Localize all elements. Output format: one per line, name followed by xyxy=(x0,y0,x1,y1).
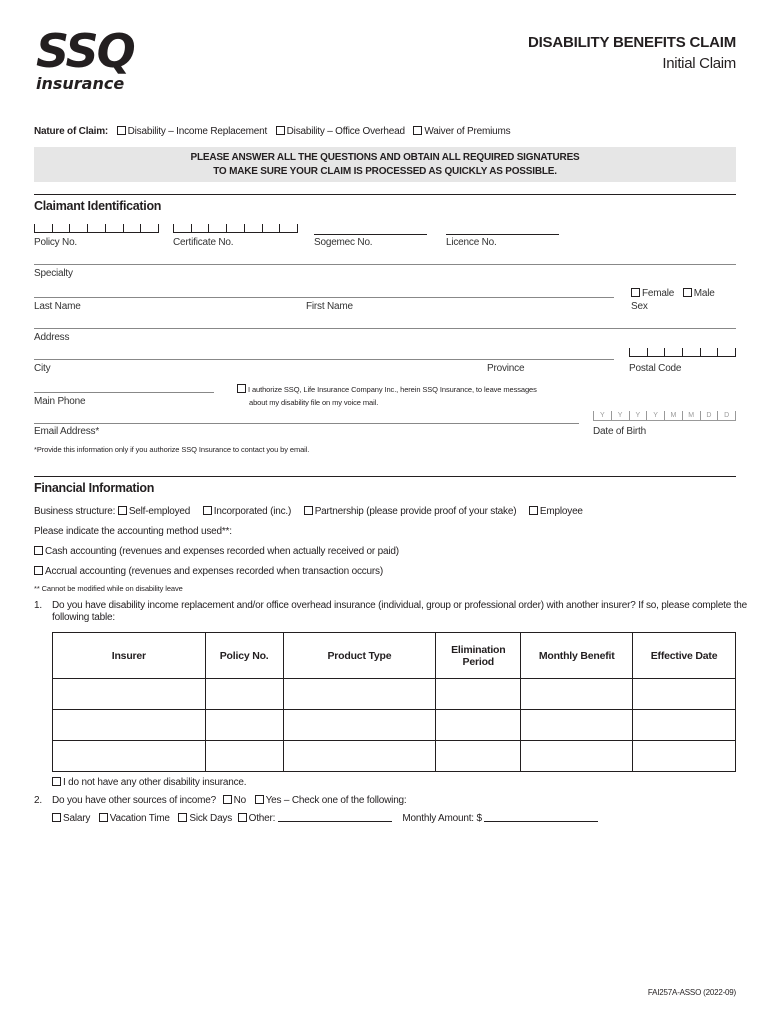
checkbox-employee[interactable] xyxy=(529,506,538,515)
cash-accounting-label: Cash accounting (revenues and expenses recorded when actually received or paid) xyxy=(45,546,399,557)
monthly-amount-label: Monthly Amount: $ xyxy=(402,813,482,824)
sogemec-no-line[interactable] xyxy=(314,234,427,235)
sex-options xyxy=(631,288,715,299)
logo-subtext: insurance xyxy=(36,74,125,93)
form-subtitle: Initial Claim xyxy=(662,55,736,72)
postal-code-label: Postal Code xyxy=(629,363,682,374)
female-label: Female xyxy=(642,288,675,299)
business-structure-row xyxy=(34,506,583,517)
last-name-label: Last Name xyxy=(34,301,81,312)
salary-label: Salary xyxy=(63,813,91,824)
q2-number: 2. xyxy=(34,795,42,806)
col-insurer: Insurer xyxy=(53,633,206,679)
other-insurance-table xyxy=(52,632,736,772)
nature-label: Nature of Claim: xyxy=(34,126,109,137)
checkbox-other[interactable] xyxy=(238,813,247,822)
specialty-line[interactable] xyxy=(34,264,736,265)
claimant-section-title: Claimant Identification xyxy=(34,199,162,213)
checkbox-female[interactable] xyxy=(631,288,640,297)
dob-d1: D xyxy=(700,411,718,420)
dob-m2: M xyxy=(682,411,700,420)
sogemec-no-label: Sogemec No. xyxy=(314,237,373,248)
option-waiver-of-premiums: Waiver of Premiums xyxy=(424,126,511,137)
main-phone-line[interactable] xyxy=(34,392,214,393)
email-label: Email Address* xyxy=(34,426,100,437)
authorize-text-1: I authorize SSQ, Life Insurance Company Inc., herein SSQ Insurance, to leave messages xyxy=(248,385,537,394)
option-employee: Employee xyxy=(539,506,583,517)
checkbox-income-replacement[interactable] xyxy=(117,126,126,135)
q2-yes-label: Yes – Check one of the following: xyxy=(265,795,407,806)
first-name-label: First Name xyxy=(306,301,353,312)
province-label: Province xyxy=(487,363,525,374)
table-row xyxy=(53,710,736,741)
form-code: FAI257A-ASSO (2022-09) xyxy=(647,988,736,997)
checkbox-office-overhead[interactable] xyxy=(276,126,285,135)
col-effective-date: Effective Date xyxy=(633,633,736,679)
option-incorporated: Incorporated (inc.) xyxy=(213,506,292,517)
main-phone-label: Main Phone xyxy=(34,396,86,407)
table-row xyxy=(53,741,736,772)
dob-y1: Y xyxy=(593,411,611,420)
vacation-time-label: Vacation Time xyxy=(109,813,170,824)
col-policy-no: Policy No. xyxy=(205,633,283,679)
postal-code-comb[interactable] xyxy=(629,348,736,357)
checkbox-cash-accounting[interactable] xyxy=(34,546,43,555)
certificate-no-label: Certificate No. xyxy=(173,237,234,248)
address-line[interactable] xyxy=(34,328,736,329)
section-divider xyxy=(34,194,736,195)
q2-no-label: No xyxy=(233,795,246,806)
sick-days-label: Sick Days xyxy=(189,813,233,824)
accrual-accounting-label: Accrual accounting (revenues and expenses recorded when transaction occurs) xyxy=(45,566,383,577)
monthly-amount-input-line[interactable] xyxy=(484,821,598,822)
email-note: *Provide this information only if you authorize SSQ Insurance to contact you by email. xyxy=(34,445,310,454)
dob-m1: M xyxy=(664,411,682,420)
col-product-type: Product Type xyxy=(283,633,436,679)
checkbox-incorporated[interactable] xyxy=(203,506,212,515)
policy-no-comb[interactable] xyxy=(34,224,159,233)
checkbox-salary[interactable] xyxy=(52,813,61,822)
city-line[interactable] xyxy=(34,359,614,360)
certificate-no-comb[interactable] xyxy=(173,224,298,233)
licence-no-line[interactable] xyxy=(446,234,559,235)
accrual-accounting-row xyxy=(34,566,383,577)
checkbox-waiver-of-premiums[interactable] xyxy=(413,126,422,135)
email-line[interactable] xyxy=(34,423,579,424)
no-other-insurance-row xyxy=(52,777,246,788)
checkbox-sick-days[interactable] xyxy=(178,813,187,822)
cannot-modify-note: ** Cannot be modified while on disability leave xyxy=(34,584,183,593)
checkbox-accrual-accounting[interactable] xyxy=(34,566,43,575)
notice-line-1: PLEASE ANSWER ALL THE QUESTIONS AND OBTAIN ALL REQUIRED SIGNATURES xyxy=(190,152,580,163)
dob-d2: D xyxy=(717,411,736,420)
table-row xyxy=(53,679,736,710)
name-line[interactable] xyxy=(34,297,614,298)
q1-text-1: Do you have disability income replacement and/or office overhead insurance (individual, group or professional order) with another insurer? If so, please complete the xyxy=(52,600,747,611)
city-label: City xyxy=(34,363,51,374)
date-of-birth-comb[interactable] xyxy=(593,411,736,421)
business-structure-label: Business structure: xyxy=(34,506,116,517)
q2-text: Do you have other sources of income? xyxy=(52,795,217,806)
option-partnership: Partnership (please provide proof of your stake) xyxy=(314,506,517,517)
income-sources-row xyxy=(52,813,598,824)
option-office-overhead: Disability – Office Overhead xyxy=(286,126,405,137)
section-divider-2 xyxy=(34,476,736,477)
logo-text: SSQ xyxy=(36,24,134,78)
nature-of-claim-row xyxy=(34,126,510,137)
other-label: Other: xyxy=(248,813,276,824)
dob-y4: Y xyxy=(646,411,664,420)
checkbox-authorize-voicemail[interactable] xyxy=(237,384,246,393)
dob-y2: Y xyxy=(611,411,629,420)
option-income-replacement: Disability – Income Replacement xyxy=(127,126,268,137)
checkbox-self-employed[interactable] xyxy=(118,506,127,515)
q1-number: 1. xyxy=(34,600,42,611)
checkbox-no-other-insurance[interactable] xyxy=(52,777,61,786)
policy-no-label: Policy No. xyxy=(34,237,78,248)
date-of-birth-label: Date of Birth xyxy=(593,426,646,437)
licence-no-label: Licence No. xyxy=(446,237,497,248)
no-other-insurance-label: I do not have any other disability insurance. xyxy=(63,777,247,788)
sex-label: Sex xyxy=(631,301,648,312)
notice-line-2: TO MAKE SURE YOUR CLAIM IS PROCESSED AS QUICKLY AS POSSIBLE. xyxy=(213,166,557,177)
other-input-line[interactable] xyxy=(278,821,392,822)
address-label: Address xyxy=(34,332,70,343)
table-header-row xyxy=(53,633,736,679)
accounting-prompt: Please indicate the accounting method used**: xyxy=(34,526,232,537)
col-monthly-benefit: Monthly Benefit xyxy=(521,633,633,679)
specialty-label: Specialty xyxy=(34,268,73,279)
male-label: Male xyxy=(693,288,715,299)
option-self-employed: Self-employed xyxy=(128,506,191,517)
checkbox-q2-no[interactable] xyxy=(223,795,232,804)
q2-row xyxy=(52,795,407,806)
dob-y3: Y xyxy=(629,411,647,420)
checkbox-q2-yes[interactable] xyxy=(255,795,264,804)
checkbox-partnership[interactable] xyxy=(304,506,313,515)
authorize-text-2: about my disability file on my voice mail. xyxy=(249,398,379,407)
q1-text-2: following table: xyxy=(52,612,115,623)
authorize-voicemail xyxy=(237,384,537,394)
notice-box xyxy=(34,147,736,182)
checkbox-male[interactable] xyxy=(683,288,692,297)
col-elimination-period: Elimination Period xyxy=(436,633,521,679)
financial-section-title: Financial Information xyxy=(34,481,155,495)
checkbox-vacation-time[interactable] xyxy=(99,813,108,822)
cash-accounting-row xyxy=(34,546,399,557)
form-title: DISABILITY BENEFITS CLAIM xyxy=(527,34,736,51)
